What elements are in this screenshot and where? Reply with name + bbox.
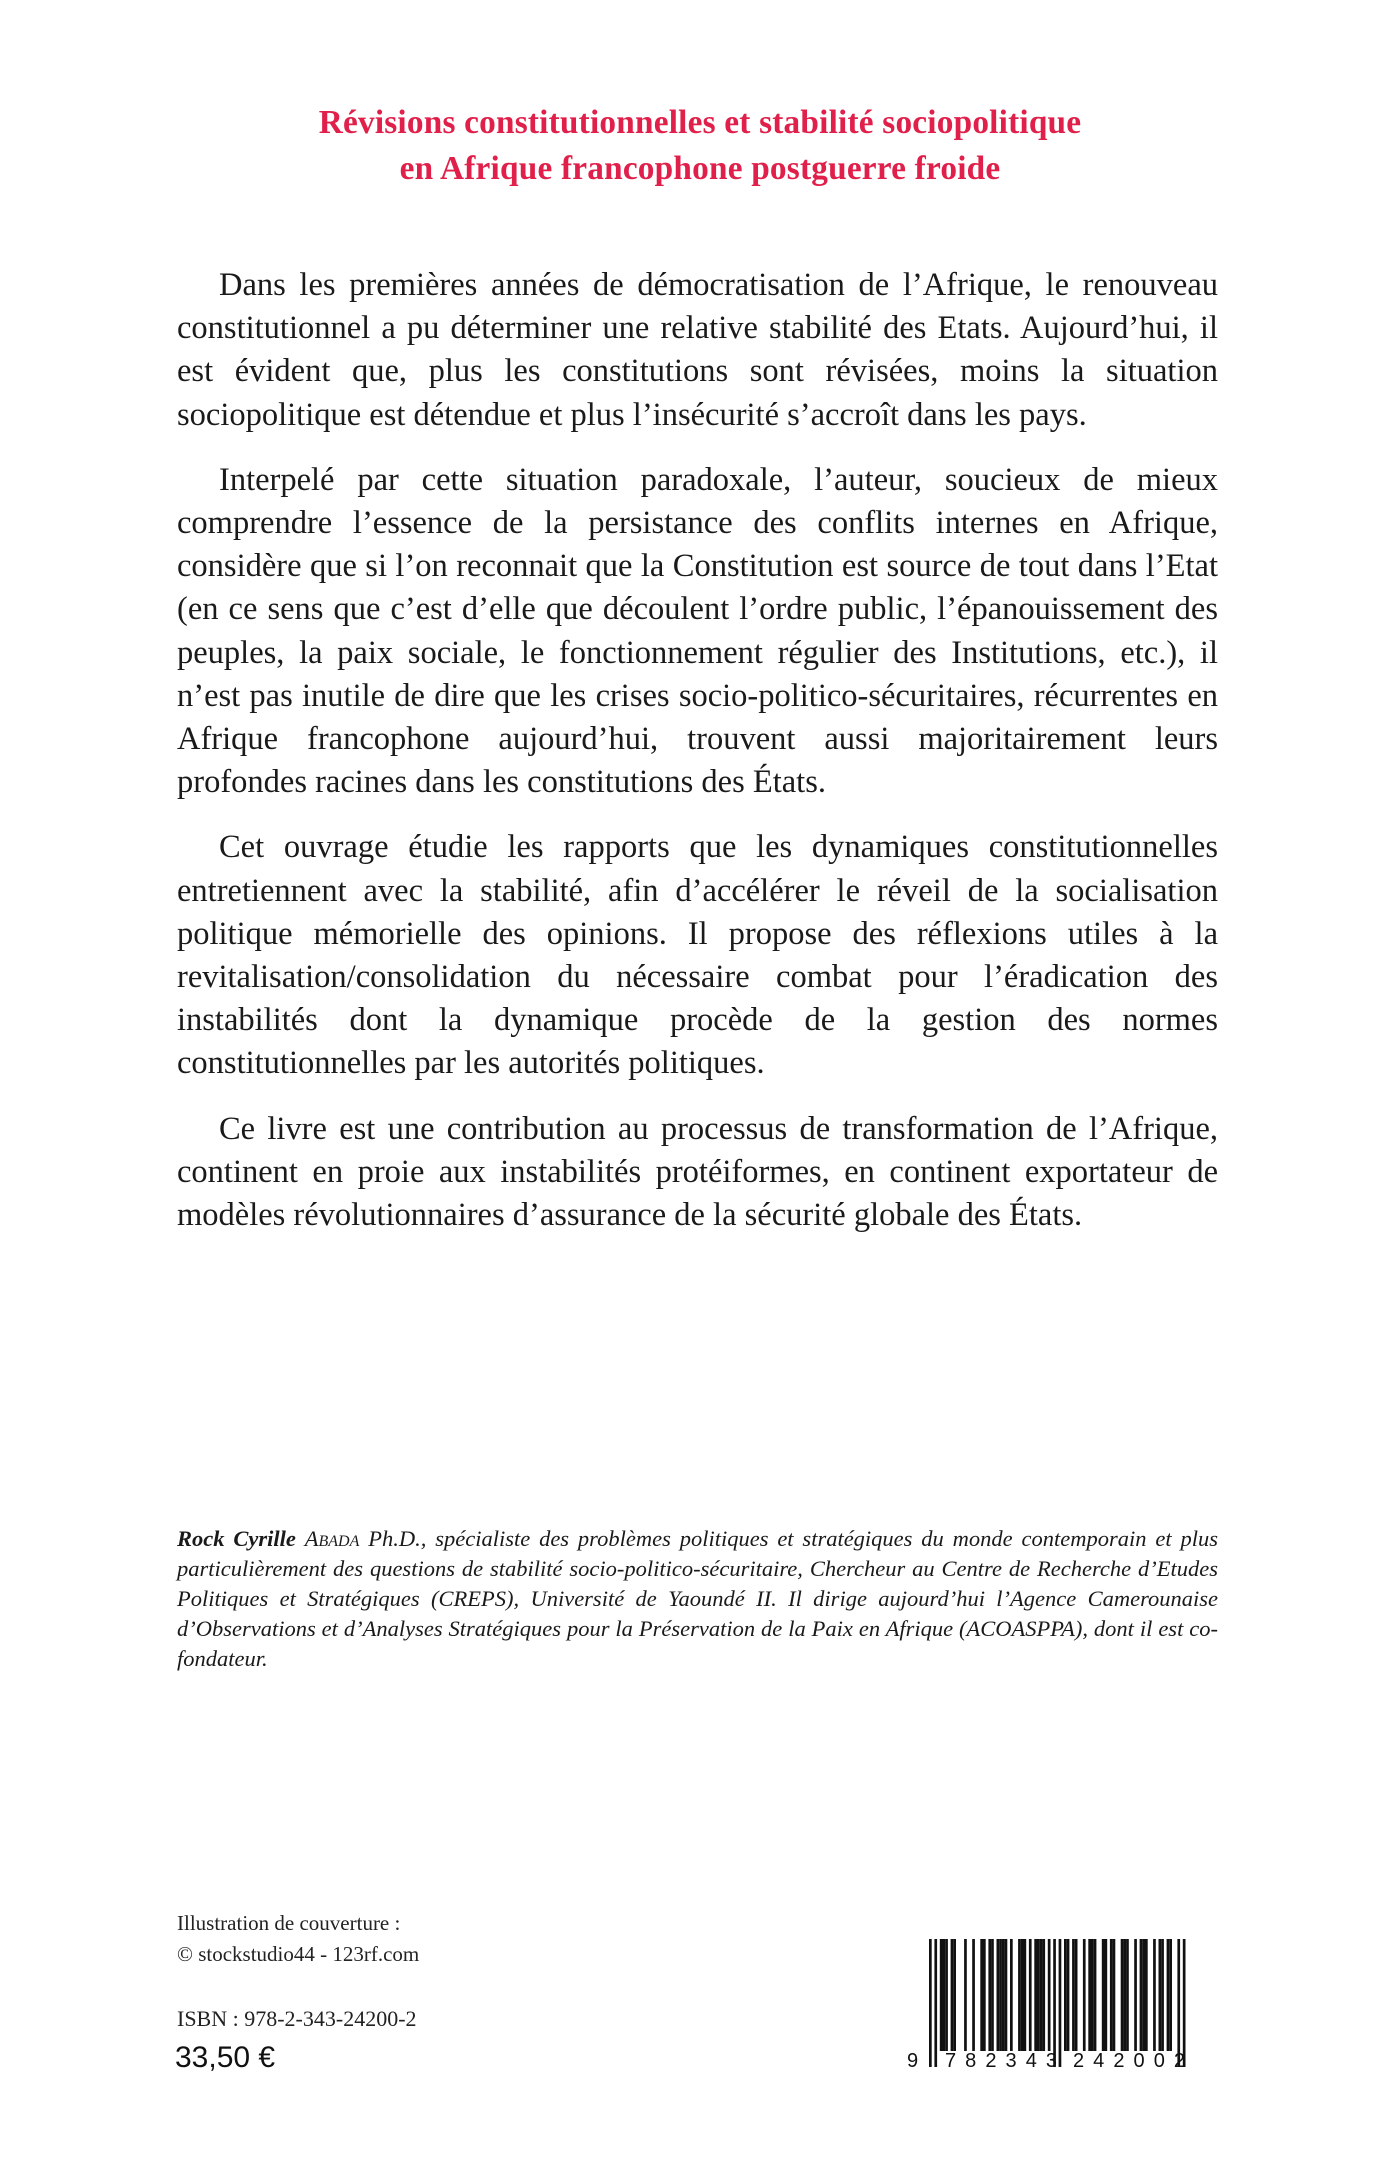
barcode-bar xyxy=(1142,1939,1145,2051)
illustration-credit xyxy=(177,1908,419,1970)
barcode-bar xyxy=(1040,1939,1043,2051)
barcode-bar xyxy=(951,1939,954,2051)
blurb-paragraph: Dans les premières années de démocratisation de l’Afrique, le renouveau constitutionnel a pu déterminer une relative stabilité des Etats. Aujourd’hui, il est évident que, plus les constitutions sont révisées, moins la situation sociopolitique est détendue et plus l’insécurité s’accroît dans les pays. xyxy=(177,267,1218,433)
barcode-bar xyxy=(1075,1939,1078,2051)
barcode-bar xyxy=(1159,1939,1162,2051)
barcode-bar xyxy=(1002,1939,1005,2051)
book-title-line-2: en Afrique francophone postguerre froide xyxy=(399,150,1001,187)
barcode-bar xyxy=(945,1939,948,2051)
barcode-guard-bar xyxy=(1053,1939,1056,2067)
barcode-bar xyxy=(1167,1939,1170,2051)
barcode-bar xyxy=(1161,1939,1164,2051)
barcode-graphic xyxy=(905,1935,1235,2075)
author-name xyxy=(177,1526,359,1551)
barcode-bar xyxy=(1083,1939,1086,2051)
author-bio xyxy=(177,1524,1218,1674)
barcode-bar xyxy=(1029,1939,1032,2051)
barcode-bar xyxy=(940,1939,943,2051)
barcode-guard-bar xyxy=(929,1939,932,2067)
barcode-bar xyxy=(953,1939,956,2051)
barcode-bar xyxy=(1010,1939,1013,2051)
barcode-bar xyxy=(1126,1939,1129,2051)
barcode-bar xyxy=(1140,1939,1143,2051)
book-title xyxy=(14,100,1386,192)
author-bio-text: Ph.D., spécialiste des problèmes politiques et stratégiques du monde contemporain et plus particulièrement des questions de stabilité socio-politico-sécuritaire, Chercheur au Centre de Recherche d’Etudes Politiques et Stratégiques (CREPS), Université de Yaoundé II. Il dirige aujourd’hui l’Agence Camerounaise d’Observations et d’Analyses Stratégiques pour la Préservation de la Paix en Afrique (ACOASPPA), dont il est co-fondateur. xyxy=(177,1526,1218,1671)
barcode-bar xyxy=(991,1939,994,2051)
barcode-guard-bar xyxy=(1059,1939,1062,2067)
barcode-guard-bar xyxy=(1183,1939,1186,2067)
illustration-credit-source: © stockstudio44 - 123rf.com xyxy=(177,1942,420,1966)
author-surname: Abada xyxy=(304,1526,360,1551)
blurb xyxy=(177,264,1218,1259)
barcode-right-digits: 242002 xyxy=(1073,2050,1185,2072)
barcode-guard-bar xyxy=(1177,1939,1180,2067)
barcode-bar xyxy=(1145,1939,1148,2051)
barcode-bar xyxy=(1110,1939,1113,2051)
barcode-bar xyxy=(980,1939,983,2051)
author-first-names: Rock Cyrille xyxy=(177,1526,296,1551)
barcode-bar xyxy=(1064,1939,1067,2051)
barcode-bar xyxy=(943,1939,946,2051)
barcode-bar xyxy=(1037,1939,1040,2051)
barcode-bar xyxy=(1048,1939,1051,2051)
book-title-line-1: Révisions constitutionnelles et stabilité sociopolitique xyxy=(318,104,1082,141)
barcode-bar xyxy=(1153,1939,1156,2051)
barcode-bar xyxy=(1067,1939,1070,2051)
barcode-bar xyxy=(964,1939,967,2051)
barcode-bar xyxy=(1042,1939,1045,2051)
barcode-bar xyxy=(1005,1939,1008,2051)
barcode-bar xyxy=(1072,1939,1075,2051)
price: 33,50 € xyxy=(175,2041,276,2074)
barcode-bar xyxy=(1034,1939,1037,2051)
barcode-bar xyxy=(999,1939,1002,2051)
barcode-left-digits: 782343 xyxy=(945,2050,1057,2072)
barcode-bar xyxy=(1134,1939,1137,2051)
barcode-bar xyxy=(988,1939,991,2051)
barcode xyxy=(905,1935,1235,2075)
blurb-paragraph: Interpelé par cette situation paradoxale, l’auteur, soucieux de mieux comprendre l’essence de la persistance des conflits internes en Afrique, considère que si l’on reconnait que la Constitution est source de tout dans l’Etat (en ce sens que c’est d’elle que découlent l’ordre public, l’épanouissement des peuples, la paix sociale, le fonctionnement régulier des Institutions, etc.), il n’est pas inutile de dire que les crises socio-politico-sécuritaires, récurrentes en Afrique francophone aujourd’hui, trouvent aussi majoritairement leurs profondes racines dans les constitutions des États. xyxy=(177,461,1218,801)
isbn: ISBN : 978-2-343-24200-2 xyxy=(177,2006,417,2031)
barcode-bar xyxy=(1021,1939,1024,2051)
barcode-bar xyxy=(1121,1939,1124,2051)
illustration-credit-label: Illustration de couverture : xyxy=(177,1911,401,1935)
barcode-bar xyxy=(1094,1939,1097,2051)
barcode-bar xyxy=(997,1939,1000,2051)
barcode-bar xyxy=(1018,1939,1021,2051)
barcode-bar xyxy=(1088,1939,1091,2051)
blurb-paragraph: Ce livre est une contribution au processus de transformation de l’Afrique, continent en proie aux instabilités protéiformes, en continent exportateur de modèles révolutionnaires d’assurance de la sécurité globale des États. xyxy=(177,1110,1218,1234)
barcode-bar xyxy=(983,1939,986,2051)
barcode-bar xyxy=(972,1939,975,2051)
blurb-paragraph: Cet ouvrage étudie les rapports que les dynamiques constitutionnelles entretiennent avec la stabilité, afin d’accélérer le réveil de la socialisation politique mémorielle des opinions. Il propose des réflexions utiles à la revitalisation/consolidation du nécessaire combat pour l’éradication des instabilités dont la dynamique procède de la gestion des normes constitutionnelles par les autorités politiques. xyxy=(177,829,1218,1082)
barcode-bar xyxy=(1113,1939,1116,2051)
barcode-bar xyxy=(1091,1939,1094,2051)
barcode-bar xyxy=(1105,1939,1108,2051)
barcode-guard-bar xyxy=(934,1939,937,2067)
barcode-bar xyxy=(1102,1939,1105,2051)
barcode-bar xyxy=(1024,1939,1027,2051)
barcode-first-digit: 9 xyxy=(907,2050,919,2072)
barcode-bar xyxy=(1169,1939,1172,2051)
barcode-bar xyxy=(1123,1939,1126,2051)
